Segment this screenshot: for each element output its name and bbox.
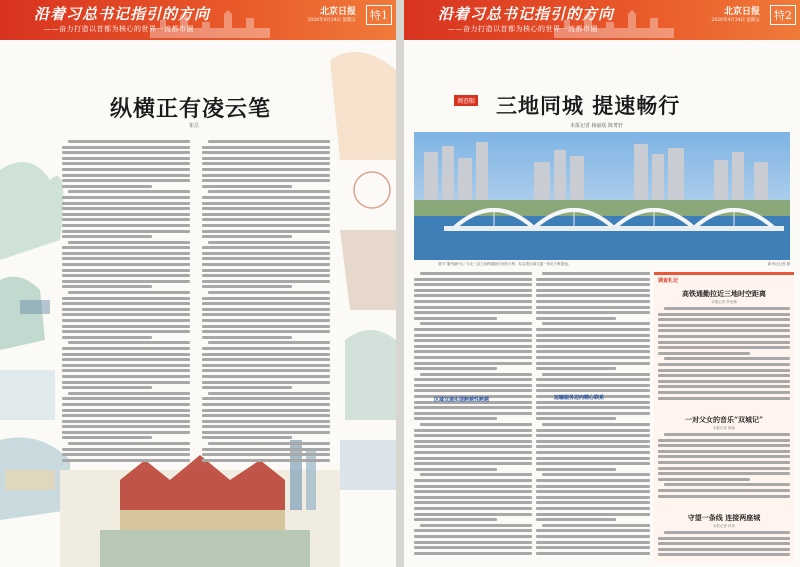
text-line xyxy=(414,311,532,314)
text-line xyxy=(202,431,330,434)
text-line xyxy=(536,317,616,320)
text-line xyxy=(536,294,650,297)
text-line xyxy=(414,362,532,365)
text-line xyxy=(414,457,532,460)
sidebar-story-title: 守望一条线 连接两座城 xyxy=(687,513,761,522)
text-line xyxy=(62,353,190,356)
text-line xyxy=(536,546,650,549)
text-line xyxy=(202,235,292,238)
text-line xyxy=(658,542,790,545)
text-line xyxy=(202,448,330,451)
text-line xyxy=(208,442,330,445)
text-line xyxy=(62,274,190,277)
text-line xyxy=(536,440,650,443)
text-line xyxy=(536,445,650,448)
text-line xyxy=(658,467,790,470)
text-line xyxy=(202,453,330,456)
text-line xyxy=(202,157,330,160)
text-line xyxy=(62,375,190,378)
text-line xyxy=(62,420,190,423)
skyline-illustration xyxy=(150,6,270,38)
text-line xyxy=(536,479,650,482)
text-line xyxy=(62,235,152,238)
article-headline: 三地同城 提速畅行 xyxy=(496,93,681,118)
text-line xyxy=(414,429,532,432)
sidebar-text-2 xyxy=(658,433,790,505)
text-line xyxy=(202,308,330,311)
text-line xyxy=(658,324,790,327)
text-line xyxy=(414,440,532,443)
article-subhead-1: 区域交通实现跨越性跨越 xyxy=(434,397,490,403)
text-line xyxy=(536,529,650,532)
text-line xyxy=(414,552,532,555)
text-line xyxy=(658,352,750,355)
text-line xyxy=(208,190,330,193)
text-line xyxy=(414,278,532,281)
text-line xyxy=(414,501,532,504)
text-line xyxy=(202,420,330,423)
text-line xyxy=(62,213,190,216)
text-line xyxy=(202,347,330,350)
text-line xyxy=(414,485,532,488)
text-line xyxy=(664,483,790,486)
text-line xyxy=(664,531,790,534)
text-line xyxy=(68,392,190,395)
text-line xyxy=(202,386,292,389)
text-line xyxy=(202,162,330,165)
text-line xyxy=(658,363,790,366)
text-line xyxy=(536,501,650,504)
text-line xyxy=(208,392,330,395)
text-line xyxy=(536,507,650,510)
text-line xyxy=(62,414,190,417)
text-line xyxy=(414,289,532,292)
text-line xyxy=(62,269,190,272)
text-line xyxy=(202,280,330,283)
text-line xyxy=(536,541,650,544)
text-line xyxy=(536,462,650,465)
text-line xyxy=(658,489,790,492)
text-line xyxy=(414,462,532,465)
date-line: 2026年4月24日 星期五 xyxy=(307,18,356,23)
text-line xyxy=(658,335,790,338)
text-line xyxy=(62,185,152,188)
text-line xyxy=(414,356,532,359)
text-line xyxy=(414,546,532,549)
text-line xyxy=(202,364,330,367)
text-line xyxy=(202,459,330,462)
sidebar-text-3 xyxy=(658,531,790,563)
text-line xyxy=(62,297,190,300)
text-line xyxy=(62,369,190,372)
text-line xyxy=(536,429,650,432)
text-line xyxy=(414,513,532,516)
article-text-column-1 xyxy=(414,272,532,562)
text-line xyxy=(202,168,330,171)
banner-subtitle: ——奋力打造以首都为核心的世界一流都市圈 xyxy=(448,25,598,33)
text-line xyxy=(658,346,790,349)
text-line xyxy=(202,207,330,210)
text-line xyxy=(208,341,330,344)
text-line xyxy=(658,478,750,481)
text-line xyxy=(62,263,190,266)
text-line xyxy=(414,334,532,337)
text-line xyxy=(536,406,650,409)
text-line xyxy=(62,453,190,456)
text-line xyxy=(536,513,650,516)
text-line xyxy=(62,285,152,288)
text-line xyxy=(536,362,650,365)
text-line xyxy=(658,548,790,551)
text-line xyxy=(62,280,190,283)
text-line xyxy=(62,230,190,233)
sidebar-text-1 xyxy=(658,307,790,407)
text-line xyxy=(542,322,650,325)
text-line xyxy=(202,285,292,288)
text-line xyxy=(202,257,330,260)
text-line xyxy=(62,436,152,439)
text-line xyxy=(62,207,190,210)
text-line xyxy=(202,369,330,372)
text-line xyxy=(62,409,190,412)
text-line xyxy=(414,317,497,320)
text-line xyxy=(536,490,650,493)
text-line xyxy=(658,329,790,332)
text-line xyxy=(536,356,650,359)
text-line xyxy=(664,433,790,436)
text-line xyxy=(414,417,497,420)
text-line xyxy=(414,496,532,499)
text-line xyxy=(658,369,790,372)
text-line xyxy=(536,289,650,292)
text-line xyxy=(420,473,532,476)
text-line xyxy=(202,409,330,412)
text-line xyxy=(202,174,330,177)
text-line xyxy=(414,507,532,510)
text-line xyxy=(62,319,190,322)
text-line xyxy=(542,524,650,527)
sidebar-story-byline: 本报记者 孙伟 xyxy=(712,524,736,528)
article-text-column-2 xyxy=(536,272,650,562)
text-line xyxy=(414,445,532,448)
text-line xyxy=(202,425,330,428)
text-line xyxy=(202,246,330,249)
text-line xyxy=(414,541,532,544)
text-line xyxy=(202,146,330,149)
text-line xyxy=(62,302,190,305)
sidebar-box xyxy=(654,272,794,562)
text-line xyxy=(202,319,330,322)
text-line xyxy=(536,278,650,281)
text-line xyxy=(62,397,190,400)
skyline-illustration xyxy=(554,6,674,38)
text-line xyxy=(68,140,190,143)
text-line xyxy=(658,397,790,400)
text-line xyxy=(536,457,650,460)
article-byline: 崔岳 xyxy=(189,123,200,129)
text-line xyxy=(658,341,790,344)
text-line xyxy=(62,336,152,339)
text-line xyxy=(536,311,650,314)
text-line xyxy=(536,401,650,404)
text-line xyxy=(414,479,532,482)
date-line: 2026年4月24日 星期五 xyxy=(711,18,760,23)
text-line xyxy=(420,272,532,275)
text-line xyxy=(658,439,790,442)
text-line xyxy=(414,406,532,409)
text-line xyxy=(202,403,330,406)
text-line xyxy=(664,357,790,360)
text-line xyxy=(62,448,190,451)
text-line xyxy=(414,468,497,471)
text-line xyxy=(414,384,532,387)
text-line xyxy=(658,461,790,464)
text-line xyxy=(414,412,532,415)
text-line xyxy=(658,391,790,394)
text-line xyxy=(536,306,650,309)
text-line xyxy=(414,367,497,370)
text-line xyxy=(202,375,330,378)
text-line xyxy=(536,535,650,538)
text-line xyxy=(62,179,190,182)
text-line xyxy=(414,339,532,342)
text-line xyxy=(62,257,190,260)
article-subhead-2: 运输服务迈向精心联系 xyxy=(554,395,605,401)
text-line xyxy=(536,328,650,331)
text-line xyxy=(536,485,650,488)
text-line xyxy=(414,529,532,532)
text-line xyxy=(536,300,650,303)
text-line xyxy=(202,397,330,400)
text-line xyxy=(536,334,650,337)
text-line xyxy=(202,179,330,182)
text-line xyxy=(68,241,190,244)
text-line xyxy=(658,450,790,453)
text-line xyxy=(202,218,330,221)
text-line xyxy=(208,291,330,294)
text-line xyxy=(414,294,532,297)
text-line xyxy=(62,308,190,311)
text-line xyxy=(664,307,790,310)
text-line xyxy=(542,473,650,476)
text-line xyxy=(658,444,790,447)
text-line xyxy=(62,252,190,255)
photo-credit: 新华社记者 摄 xyxy=(767,262,790,266)
text-line xyxy=(658,472,790,475)
text-line xyxy=(62,246,190,249)
text-line xyxy=(202,269,330,272)
text-line xyxy=(62,330,190,333)
text-line xyxy=(414,345,532,348)
text-line xyxy=(414,490,532,493)
sidebar-story-title: 一对父女的音乐“双城记” xyxy=(684,415,764,424)
text-line xyxy=(414,350,532,353)
text-line xyxy=(420,524,532,527)
article-text-column-1 xyxy=(62,140,190,470)
column-tag: 调查眼 xyxy=(454,95,478,106)
text-line xyxy=(202,381,330,384)
banner-slogan: 沿着习总书记指引的方向 xyxy=(438,5,615,23)
text-line xyxy=(542,373,650,376)
text-line xyxy=(536,339,650,342)
text-line xyxy=(536,283,650,286)
text-line xyxy=(542,272,650,275)
page-banner xyxy=(0,0,396,40)
text-line xyxy=(202,151,330,154)
text-line xyxy=(536,434,650,437)
sidebar-story-title: 高铁通勤拉近三地时空距离 xyxy=(682,289,766,298)
sidebar-story-byline: 本报记者 杨丽 xyxy=(712,426,736,430)
text-line xyxy=(536,384,650,387)
text-line xyxy=(420,322,532,325)
text-line xyxy=(414,389,532,392)
text-line xyxy=(62,174,190,177)
text-line xyxy=(536,378,650,381)
paper-name: 北京日报 xyxy=(319,7,356,17)
text-line xyxy=(202,202,330,205)
text-line xyxy=(414,434,532,437)
text-line xyxy=(536,412,650,415)
text-line xyxy=(536,389,650,392)
text-line xyxy=(202,196,330,199)
text-line xyxy=(62,358,190,361)
text-line xyxy=(202,313,330,316)
text-line xyxy=(68,190,190,193)
text-line xyxy=(658,455,790,458)
text-line xyxy=(62,168,190,171)
text-line xyxy=(542,423,650,426)
text-line xyxy=(202,302,330,305)
text-line xyxy=(536,496,650,499)
text-line xyxy=(414,535,532,538)
text-line xyxy=(202,274,330,277)
text-line xyxy=(62,431,190,434)
text-line xyxy=(414,300,532,303)
text-line xyxy=(202,358,330,361)
text-line xyxy=(202,436,292,439)
text-line xyxy=(420,423,532,426)
text-line xyxy=(68,341,190,344)
text-line xyxy=(62,146,190,149)
text-line xyxy=(536,345,650,348)
text-line xyxy=(62,364,190,367)
text-line xyxy=(536,350,650,353)
text-line xyxy=(536,552,650,555)
text-line xyxy=(414,283,532,286)
sidebar-story-byline: 本报记者 李亚楠 xyxy=(711,300,737,304)
text-line xyxy=(62,381,190,384)
text-line xyxy=(62,162,190,165)
article-headline: 纵横正有凌云笔 xyxy=(110,96,272,122)
text-line xyxy=(62,403,190,406)
text-line xyxy=(68,442,190,445)
newspaper-page-left xyxy=(0,0,396,567)
text-line xyxy=(62,313,190,316)
text-line xyxy=(62,425,190,428)
text-line xyxy=(62,218,190,221)
text-line xyxy=(414,306,532,309)
photo-caption: 图为“通州副中心”与北三县之间跨越潮白河的大桥，标志着区域交通一体化不断提速。 xyxy=(438,262,572,266)
text-line xyxy=(414,378,532,381)
text-line xyxy=(414,328,532,331)
paper-name: 北京日报 xyxy=(723,7,760,17)
text-line xyxy=(62,386,152,389)
text-line xyxy=(536,468,616,471)
text-line xyxy=(414,451,532,454)
text-line xyxy=(658,318,790,321)
text-line xyxy=(62,347,190,350)
text-line xyxy=(202,330,330,333)
text-line xyxy=(658,380,790,383)
text-line xyxy=(202,230,330,233)
text-line xyxy=(202,263,330,266)
bridge-photo xyxy=(414,132,790,260)
text-line xyxy=(208,241,330,244)
text-line xyxy=(658,385,790,388)
sidebar-label: 调查札记 xyxy=(658,278,679,284)
banner-subtitle: ——奋力打造以首都为核心的世界一流都市圈 xyxy=(44,25,194,33)
text-line xyxy=(658,495,790,498)
text-line xyxy=(62,196,190,199)
text-line xyxy=(202,414,330,417)
text-line xyxy=(536,417,616,420)
text-line xyxy=(202,297,330,300)
text-line xyxy=(536,367,616,370)
text-line xyxy=(208,140,330,143)
text-line xyxy=(202,224,330,227)
text-line xyxy=(62,151,190,154)
newspaper-page-right xyxy=(404,0,800,567)
text-line xyxy=(62,459,190,462)
text-line xyxy=(62,325,190,328)
text-line xyxy=(414,518,497,521)
page-banner xyxy=(404,0,800,40)
text-line xyxy=(202,252,330,255)
text-line xyxy=(658,537,790,540)
text-line xyxy=(68,291,190,294)
section-number: 特2 xyxy=(770,5,796,25)
text-line xyxy=(536,518,616,521)
text-line xyxy=(202,336,292,339)
text-line xyxy=(658,313,790,316)
text-line xyxy=(202,213,330,216)
text-line xyxy=(202,325,330,328)
text-line xyxy=(658,553,790,556)
text-line xyxy=(62,224,190,227)
text-line xyxy=(62,202,190,205)
text-line xyxy=(536,451,650,454)
text-line xyxy=(202,185,292,188)
banner-slogan: 沿着习总书记指引的方向 xyxy=(34,5,211,23)
text-line xyxy=(62,157,190,160)
text-line xyxy=(202,353,330,356)
article-byline: 本报记者 杨丽瑶 陈菁轩 xyxy=(570,123,624,129)
text-line xyxy=(658,374,790,377)
article-text-column-2 xyxy=(202,140,330,470)
section-number: 特1 xyxy=(366,5,392,25)
text-line xyxy=(420,373,532,376)
